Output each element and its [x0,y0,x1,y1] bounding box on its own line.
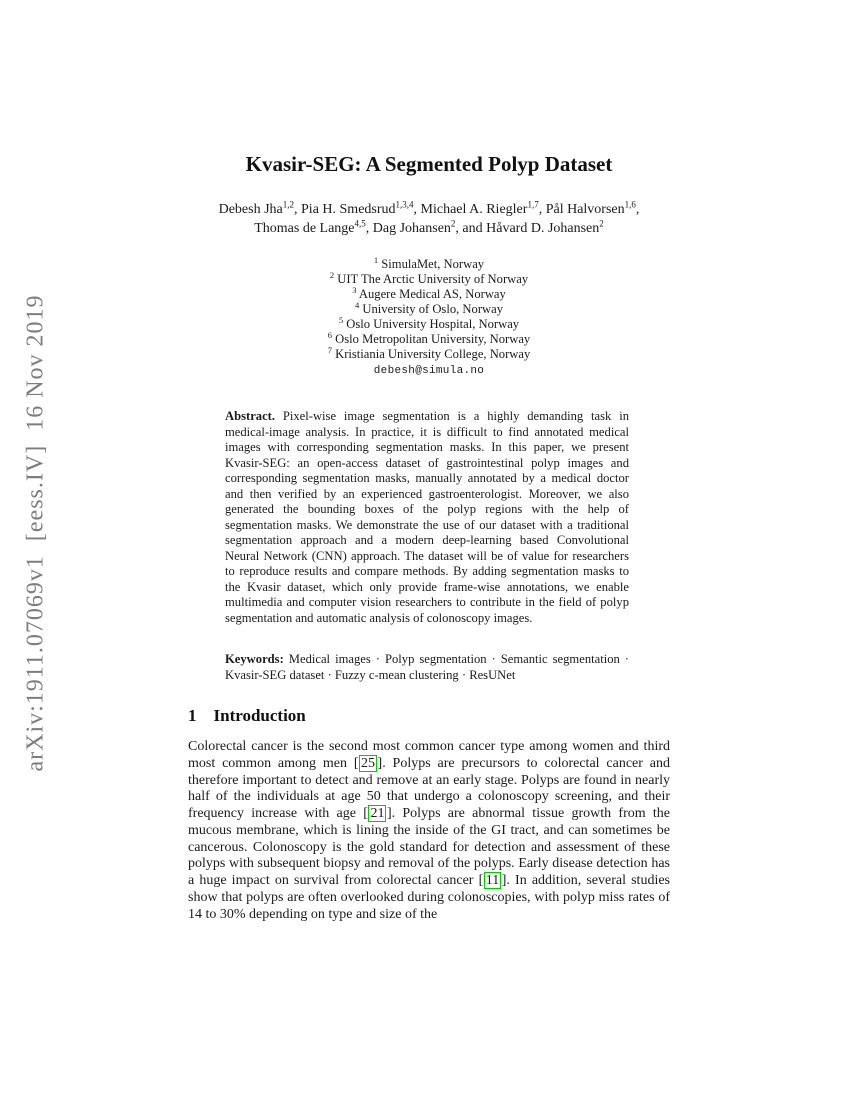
arxiv-stamp: arXiv:1911.07069v1 [eess.IV] 16 Nov 2019 [22,294,49,772]
affiliation-number: 4 [354,299,360,310]
affiliation-item: $^6$ Oslo Metropolitan University, Norway [327,329,531,346]
intro-paragraph: Colorectal cancer is the second most common cancer type among women and third most common among men [ 25 ]. Polyps are precursors to colorectal cancer and therefore important to detect and remove at an early stage. Polyps are found in nearly half of the individuals at age 50 that undergo a colonoscopy screening, and their frequency increase with age [ 21 ]. Polyps are abnormal tissue growth from the mucous membrane, which is lining the inside of the GI tract, and can sometimes be cancerous. Colonoscopy is the gold standard for detection and assessment of these polyps with subsequent biopsy and removal of the polyps. Early disease detection has a huge impact on survival from colorectal cancer [ 11 ]. In addition, several studies show that polyps are often overlooked during colonoscopies, with polyp miss rates of 14 to 30% depending on type and size of the [188,739,671,922]
affiliation-item: $^3$ Augere Medical AS, Norway [352,284,506,301]
keywords-label: Keywords: [225,652,284,666]
abstract-text: Pixel-wise image segmentation is a highly demanding task in medical-image analysis. In practice, it is difficult to find annotated medical images with corresponding segmentation masks. In this paper, we present Kvasir-SEG: an open-access dataset of gastrointestinal polyp images and corresponding segmentation masks, manually annotated by a medical doctor and then verified by an experienced gastroenterologist. Moreover, we also generated the bounding boxes of the polyp regions with the help of segmentation masks. We demonstrate the use of our dataset with a traditional segmentation approach and a modern deep-learning based Convolutional Neural Network (CNN) approach. The dataset will be of value for researchers to reproduce results and compare methods. By adding segmentation masks to the Kvasir dataset, which only provide frame-wise annotations, we enable multimedia and computer vision researchers to contribute in the field of polyp segmentation and automatic analysis of colonoscopy images. [225,409,629,625]
author-line: Thomas de Lange$^{4,5}$, Dag Johansen$^2$, and Håvard D. Johansen$^2$ [254,217,604,236]
keywords [225,652,629,683]
abstract-label: Abstract. [225,409,276,423]
paper-title: Kvasir-SEG: A Segmented Polyp Dataset [245,152,613,176]
author-affiliation-ref: 1,7 [527,199,539,210]
author-list [104,201,754,238]
affiliation-number: 1 [373,254,379,265]
affiliation-item: $^4$ University of Oslo, Norway [354,299,503,316]
affiliation-number: 3 [352,284,357,295]
author-line: Debesh Jha$^{1,2}$, Pia H. Smedsrud$^{1,3,4}$, Michael A. Riegler$^{1,7}$, Pål Halvorsen$^{1,6}$, [218,199,640,217]
abstract [225,409,629,626]
affiliation-number: 7 [327,344,332,355]
author-affiliation-ref: 1,3,4 [395,199,414,210]
citation-link[interactable]: 11 [485,873,500,888]
author-affiliation-ref: 1,2 [282,199,295,210]
author-affiliation-ref: 1,6 [624,199,636,210]
affiliation-number: 5 [338,314,344,325]
affiliation-item: $^7$ Kristiania University College, Norway [327,344,531,361]
citation-link[interactable]: 25 [361,755,376,771]
affiliation-item: $^5$ Oslo University Hospital, Norway [338,314,520,331]
affiliation-number: 6 [327,329,333,340]
author-affiliation-ref: 2 [599,217,604,228]
affiliation-item: $^1$ SimulaMet, Norway [373,254,485,271]
affiliation-number: 2 [329,269,335,280]
author-affiliation-ref: 2 [450,217,456,228]
section-number: 1 [188,706,197,725]
email-address: debesh@simula.no [373,365,485,377]
affiliation-list [104,254,754,362]
keywords-text: Medical images · Polyp segmentation · Semantic segmentation · Kvasir-SEG dataset · Fuzzy c-mean clustering · ResUNet [225,652,630,682]
citation-link[interactable]: 21 [370,806,385,821]
section-heading [188,706,306,726]
section-title: Introduction [213,706,306,725]
affiliation-block [104,254,754,379]
affiliation-item: $^2$ UIT The Arctic University of Norway [329,269,529,286]
author-affiliation-ref: 4,5 [354,217,366,228]
